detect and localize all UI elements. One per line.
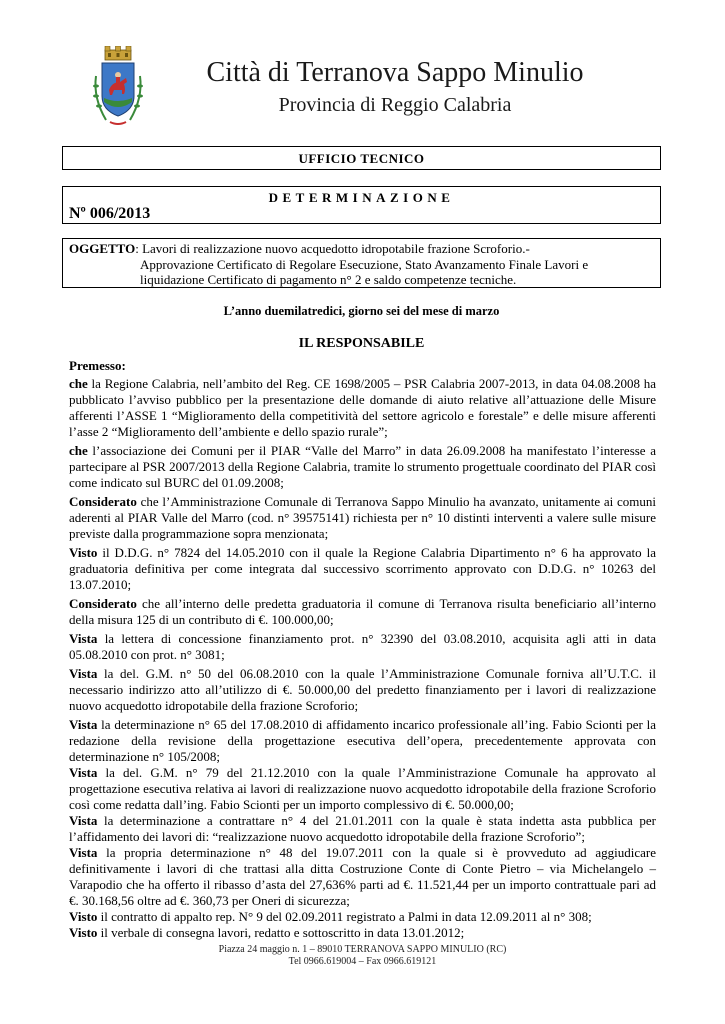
paragraph-lead: Vista [69, 765, 98, 780]
paragraph-text: la del. G.M. n° 79 del 21.12.2010 con la quale l’Amministrazione Comunale ha approvato al progettazione esecutiva relativa ai lavori di realizzazione nuovo acquedotto idropotabile della frazione Scroforio così come redatta dall’ing. Fabio Scionti per un importo complessivo di €. 50.000,00; [69, 765, 656, 812]
paragraph [69, 666, 656, 714]
paragraph [69, 443, 656, 491]
footer-phone: Tel 0966.619004 – Fax 0966.619121 [288, 956, 437, 967]
paragraph [69, 545, 656, 593]
paragraph [69, 631, 656, 663]
subject-box [62, 238, 661, 288]
paragraph [69, 717, 656, 765]
paragraph-lead: Vista [69, 717, 98, 732]
subject-line-2: Approvazione Certificato di Regolare Esecuzione, Stato Avanzamento Finale Lavori e [140, 256, 589, 272]
paragraph [69, 845, 656, 909]
city-name: Città di Terranova Sappo Minulio [206, 57, 584, 88]
paragraph-lead: Visto [69, 925, 98, 940]
paragraph-text: la determinazione a contrattare n° 4 del 21.01.2011 con la quale è stata indetta asta pubblica per l’affidamento dei lavori di: “realizzazione nuovo acquedotto idropotabile della frazione Scroforio”; [69, 813, 656, 844]
province-name: Provincia di Reggio Calabria [278, 94, 512, 116]
paragraph-text: che l’Amministrazione Comunale di Terranova Sappo Minulio ha avanzato, unitamente ai comuni aderenti al PIAR Valle del Marro (cod. n° 39575141) richiesta per n° 10 distinti interventi a valere sulle misure previste dalla programmazione sopra menzionata; [69, 494, 656, 541]
paragraph-text: la del. G.M. n° 50 del 06.08.2010 con la quale l’Amministrazione Comunale forniva all’U.T.C. il necessario indirizzo atto all’utilizzo di €. 50.000,00 del predetto finanziamento per i lavori di realizzazione nuovo acquedotto idropotabile della frazione Scroforio; [69, 666, 656, 713]
paragraph [69, 765, 656, 813]
paragraph [69, 925, 656, 941]
paragraph-text: il contratto di appalto rep. N° 9 del 02.09.2011 registrato a Palmi in data 12.09.2011 al n° 308; [97, 909, 592, 924]
subject-line-1: : Lavori di realizzazione nuovo acquedotto idropotabile frazione Scroforio.- [135, 241, 530, 256]
paragraph-lead: Vista [69, 845, 98, 860]
page-footer [0, 944, 725, 968]
office-box: UFFICIO TECNICO [62, 146, 661, 170]
letterhead [150, 56, 640, 118]
paragraph-lead: Vista [69, 666, 98, 681]
paragraph-lead: Considerato [69, 596, 137, 611]
determination-box [62, 186, 661, 224]
paragraph-text: la propria determinazione n° 48 del 19.07.2011 con la quale si è provveduto ad aggiudicare definitivamente i lavori di che trattasi alla ditta Costruzione Conte di Conte Pietro – via Michelangelo – Varapodio che ha offerto il ribasso d’asta del 27,636% parti ad €. 11.521,44 per un importo contrattuale pari ad €. 30.168,56 oltre ad €. 360,73 per Oneri di sicurezza; [69, 845, 656, 908]
paragraph-text: il D.D.G. n° 7824 del 14.05.2010 con il quale la Regione Calabria Dipartimento n° 6 ha approvato la graduatoria definitiva per come integrata dal successivo scorrimento approvato con D.D.G. n° 10263 del 13.07.2010; [69, 545, 656, 592]
paragraph-lead: che [69, 376, 88, 391]
subject-line-3: liquidazione Certificato di pagamento n° 2 e saldo competenze tecniche. [140, 272, 517, 287]
paragraph [69, 376, 656, 440]
paragraph-lead: Visto [69, 909, 98, 924]
paragraph-text: il verbale di consegna lavori, redatto e sottoscritto in data 13.01.2012; [97, 925, 465, 940]
section-heading: IL RESPONSABILE [298, 336, 425, 351]
paragraph [69, 596, 656, 628]
municipal-crest [90, 46, 146, 128]
coat-of-arms-icon [90, 46, 146, 128]
paragraph-text: la lettera di concessione finanziamento prot. n° 32390 del 03.08.2010, acquisita agli atti in data 05.08.2010 con prot. n° 3081; [69, 631, 656, 662]
determination-title: DETERMINAZIONE [268, 190, 455, 205]
paragraph [69, 909, 656, 925]
subject-label: OGGETTO [69, 241, 136, 256]
paragraph [69, 813, 656, 845]
paragraph-lead: Vista [69, 813, 98, 828]
paragraph-lead: Considerato [69, 494, 137, 509]
paragraph [69, 494, 656, 542]
paragraph-lead: Vista [69, 631, 98, 646]
paragraph-text: la determinazione n° 65 del 17.08.2010 di affidamento incarico professionale all’ing. Fabio Scionti per la redazione della revisione della progettazione esecutiva dell’opera, precedentemente approvata con determinazione n° 105/2008; [69, 717, 656, 764]
paragraph-lead: che [69, 443, 88, 458]
premesso-label: Premesso: [69, 358, 126, 373]
paragraph-text: l’associazione dei Comuni per il PIAR “Valle del Marro” in data 26.09.2008 ha manifestato l’interesse a partecipare al PSR 2007/2013 della Regione Calabria, tramite lo strumento progettuale coordinato del PIAR così come indicato sul BURC del 01.09.2008; [69, 443, 656, 490]
paragraph-text: che all’interno delle predetta graduatoria il comune di Terranova risulta beneficiario all’interno della misura 125 di un contributo di €. 100.000,00; [69, 596, 656, 627]
determination-number: Nº 006/2013 [69, 205, 151, 222]
paragraph-lead: Visto [69, 545, 98, 560]
footer-address: Piazza 24 maggio n. 1 – 89010 TERRANOVA SAPPO MINULIO (RC) [218, 944, 507, 955]
document-body [69, 358, 656, 941]
paragraph-text: la Regione Calabria, nell’ambito del Reg. CE 1698/2005 – PSR Calabria 2007-2013, in data 04.08.2008 ha pubblicato l’avviso pubblico per la presentazione delle domande di aiuto relative all’attuazione delle Misure afferenti l’ASSE 1 “Miglioramento della competitività del settore agricolo e forestale” e delle misure afferenti l’asse 2 “Miglioramento dell’ambiente e dello spazio rurale”; [69, 376, 656, 439]
date-line: L’anno duemilatredici, giorno sei del mese di marzo [223, 304, 500, 318]
